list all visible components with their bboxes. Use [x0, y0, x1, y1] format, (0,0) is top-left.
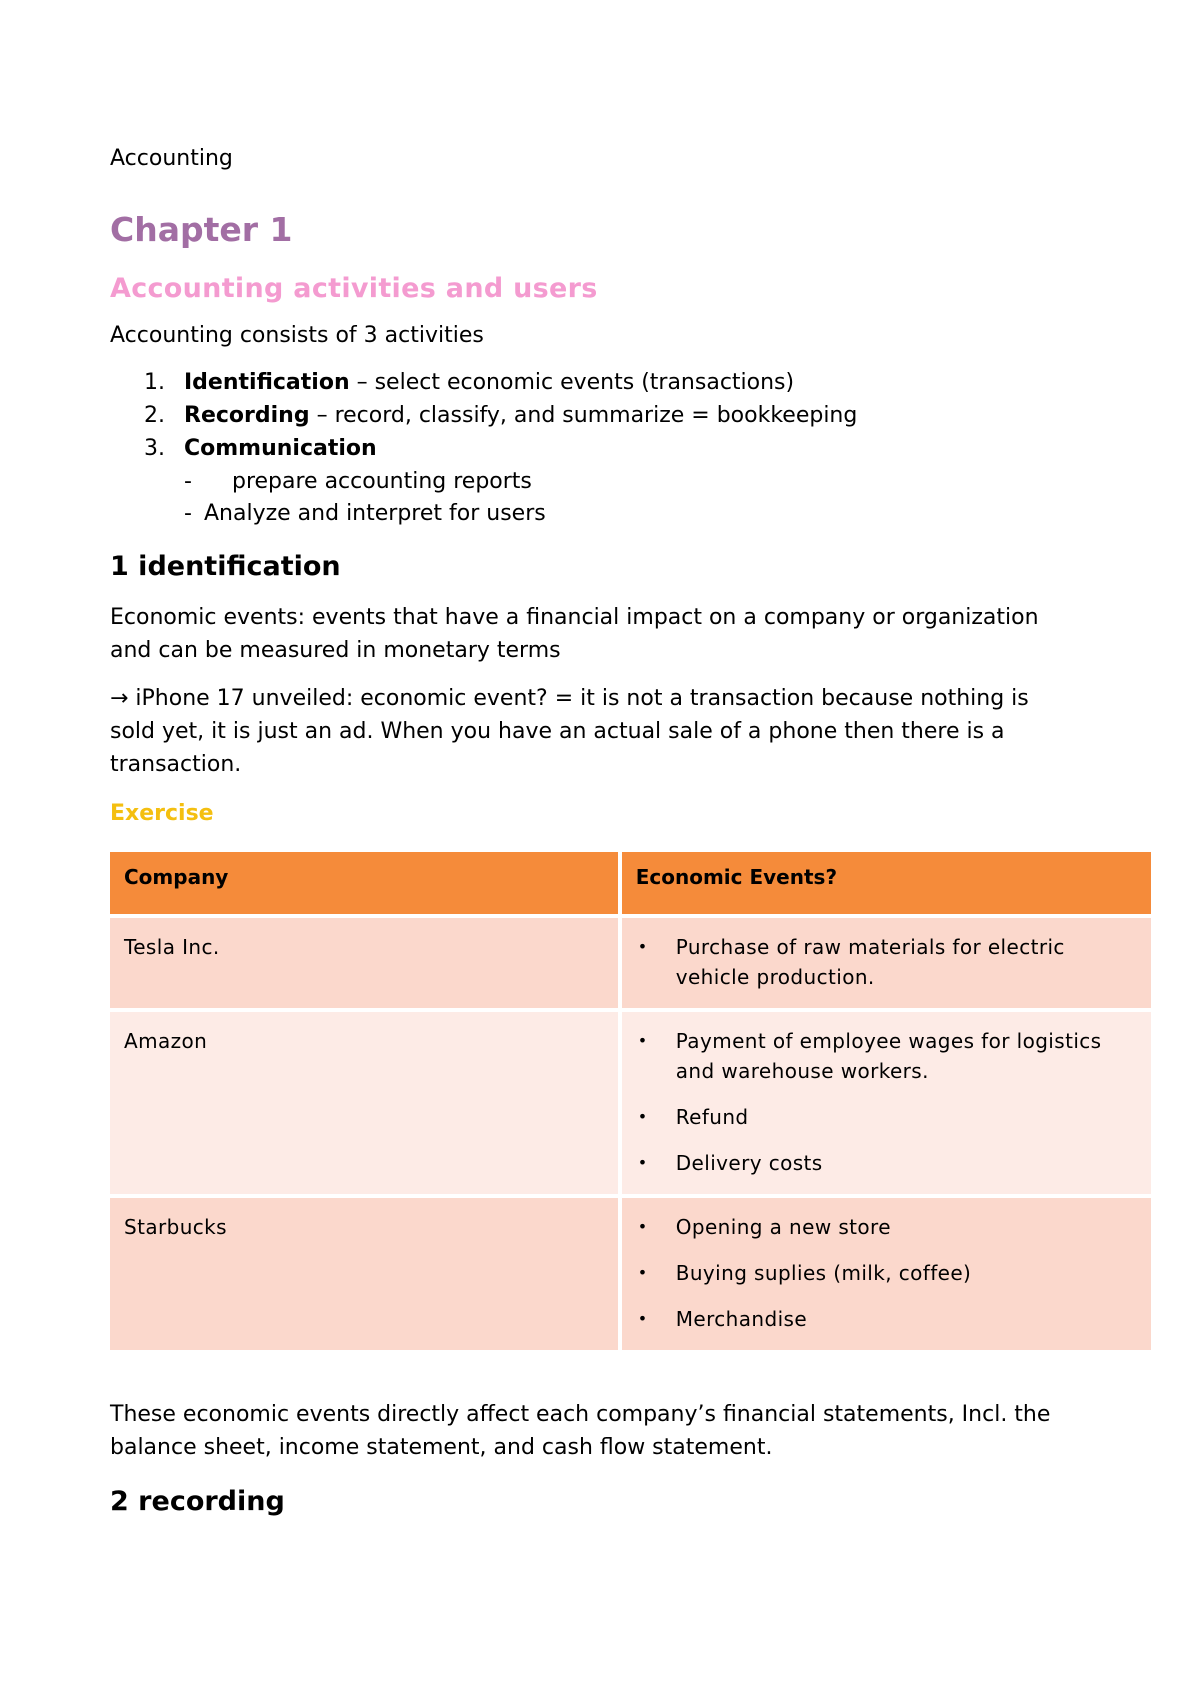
list-number: 1.	[144, 370, 165, 395]
list-item	[144, 368, 857, 401]
list-item	[184, 499, 546, 531]
sub-item-text: Analyze and interpret for users	[204, 501, 546, 526]
list-item	[144, 401, 857, 434]
events-cell	[622, 1012, 1151, 1194]
exercise-table	[106, 848, 1155, 1354]
list-item: • Refund	[676, 1102, 1137, 1132]
recording-heading: 2 recording	[110, 1486, 285, 1517]
events-cell	[622, 1198, 1151, 1350]
communication-sub-list	[184, 467, 546, 531]
identification-heading: 1 identification	[110, 551, 341, 582]
exercise-label: Exercise	[110, 801, 214, 826]
conclusion-paragraph: These economic events directly affect each company’s financial statements, Incl. the balance sheet, income statement, and cash flow statement.	[110, 1402, 1051, 1460]
list-number: 2.	[144, 403, 165, 428]
events-list	[636, 932, 1137, 992]
activity-term: Communication	[184, 436, 377, 461]
dash-marker: -	[184, 469, 192, 494]
example-paragraph: → iPhone 17 unveiled: economic event? = it is not a transaction because nothing is sold yet, it is just an ad. When you have an actual sale of a phone then there is a transaction.	[110, 686, 1029, 777]
list-item: • Merchandise	[676, 1304, 1137, 1334]
company-cell: Tesla Inc.	[110, 918, 618, 1008]
list-item	[144, 434, 857, 467]
activity-term: Recording	[184, 403, 310, 428]
definition-paragraph: Economic events: events that have a financial impact on a company or organization and can be measured in monetary terms	[110, 605, 1039, 663]
activity-list	[144, 368, 857, 467]
list-item: • Delivery costs	[676, 1148, 1137, 1178]
events-cell	[622, 918, 1151, 1008]
events-list	[636, 1212, 1137, 1334]
column-header-company: Company	[110, 852, 618, 914]
company-cell: Starbucks	[110, 1198, 618, 1350]
list-item: • Buying suplies (milk, coffee)	[676, 1258, 1137, 1288]
list-item	[184, 467, 546, 499]
document-label: Accounting	[110, 146, 233, 171]
sub-item-text: prepare accounting reports	[204, 469, 532, 494]
column-header-events: Economic Events?	[622, 852, 1151, 914]
list-item: • Opening a new store	[676, 1212, 1137, 1242]
table-row	[110, 1198, 1151, 1350]
activity-desc: – record, classify, and summarize = bookkeeping	[309, 403, 858, 428]
chapter-title: Chapter 1	[110, 210, 293, 249]
list-item: • Purchase of raw materials for electric vehicle production.	[676, 932, 1137, 992]
list-number: 3.	[144, 436, 165, 461]
events-list	[636, 1026, 1137, 1178]
activity-term: Identification	[184, 370, 350, 395]
dash-marker: -	[184, 501, 192, 526]
table-header-row	[110, 852, 1151, 914]
company-cell: Amazon	[110, 1012, 618, 1194]
activity-desc: – select economic events (transactions)	[349, 370, 795, 395]
table-row	[110, 1012, 1151, 1194]
table-row	[110, 918, 1151, 1008]
section-title: Accounting activities and users	[110, 273, 598, 304]
list-item: • Payment of employee wages for logistics and warehouse workers.	[676, 1026, 1137, 1086]
intro-text: Accounting consists of 3 activities	[110, 323, 484, 348]
